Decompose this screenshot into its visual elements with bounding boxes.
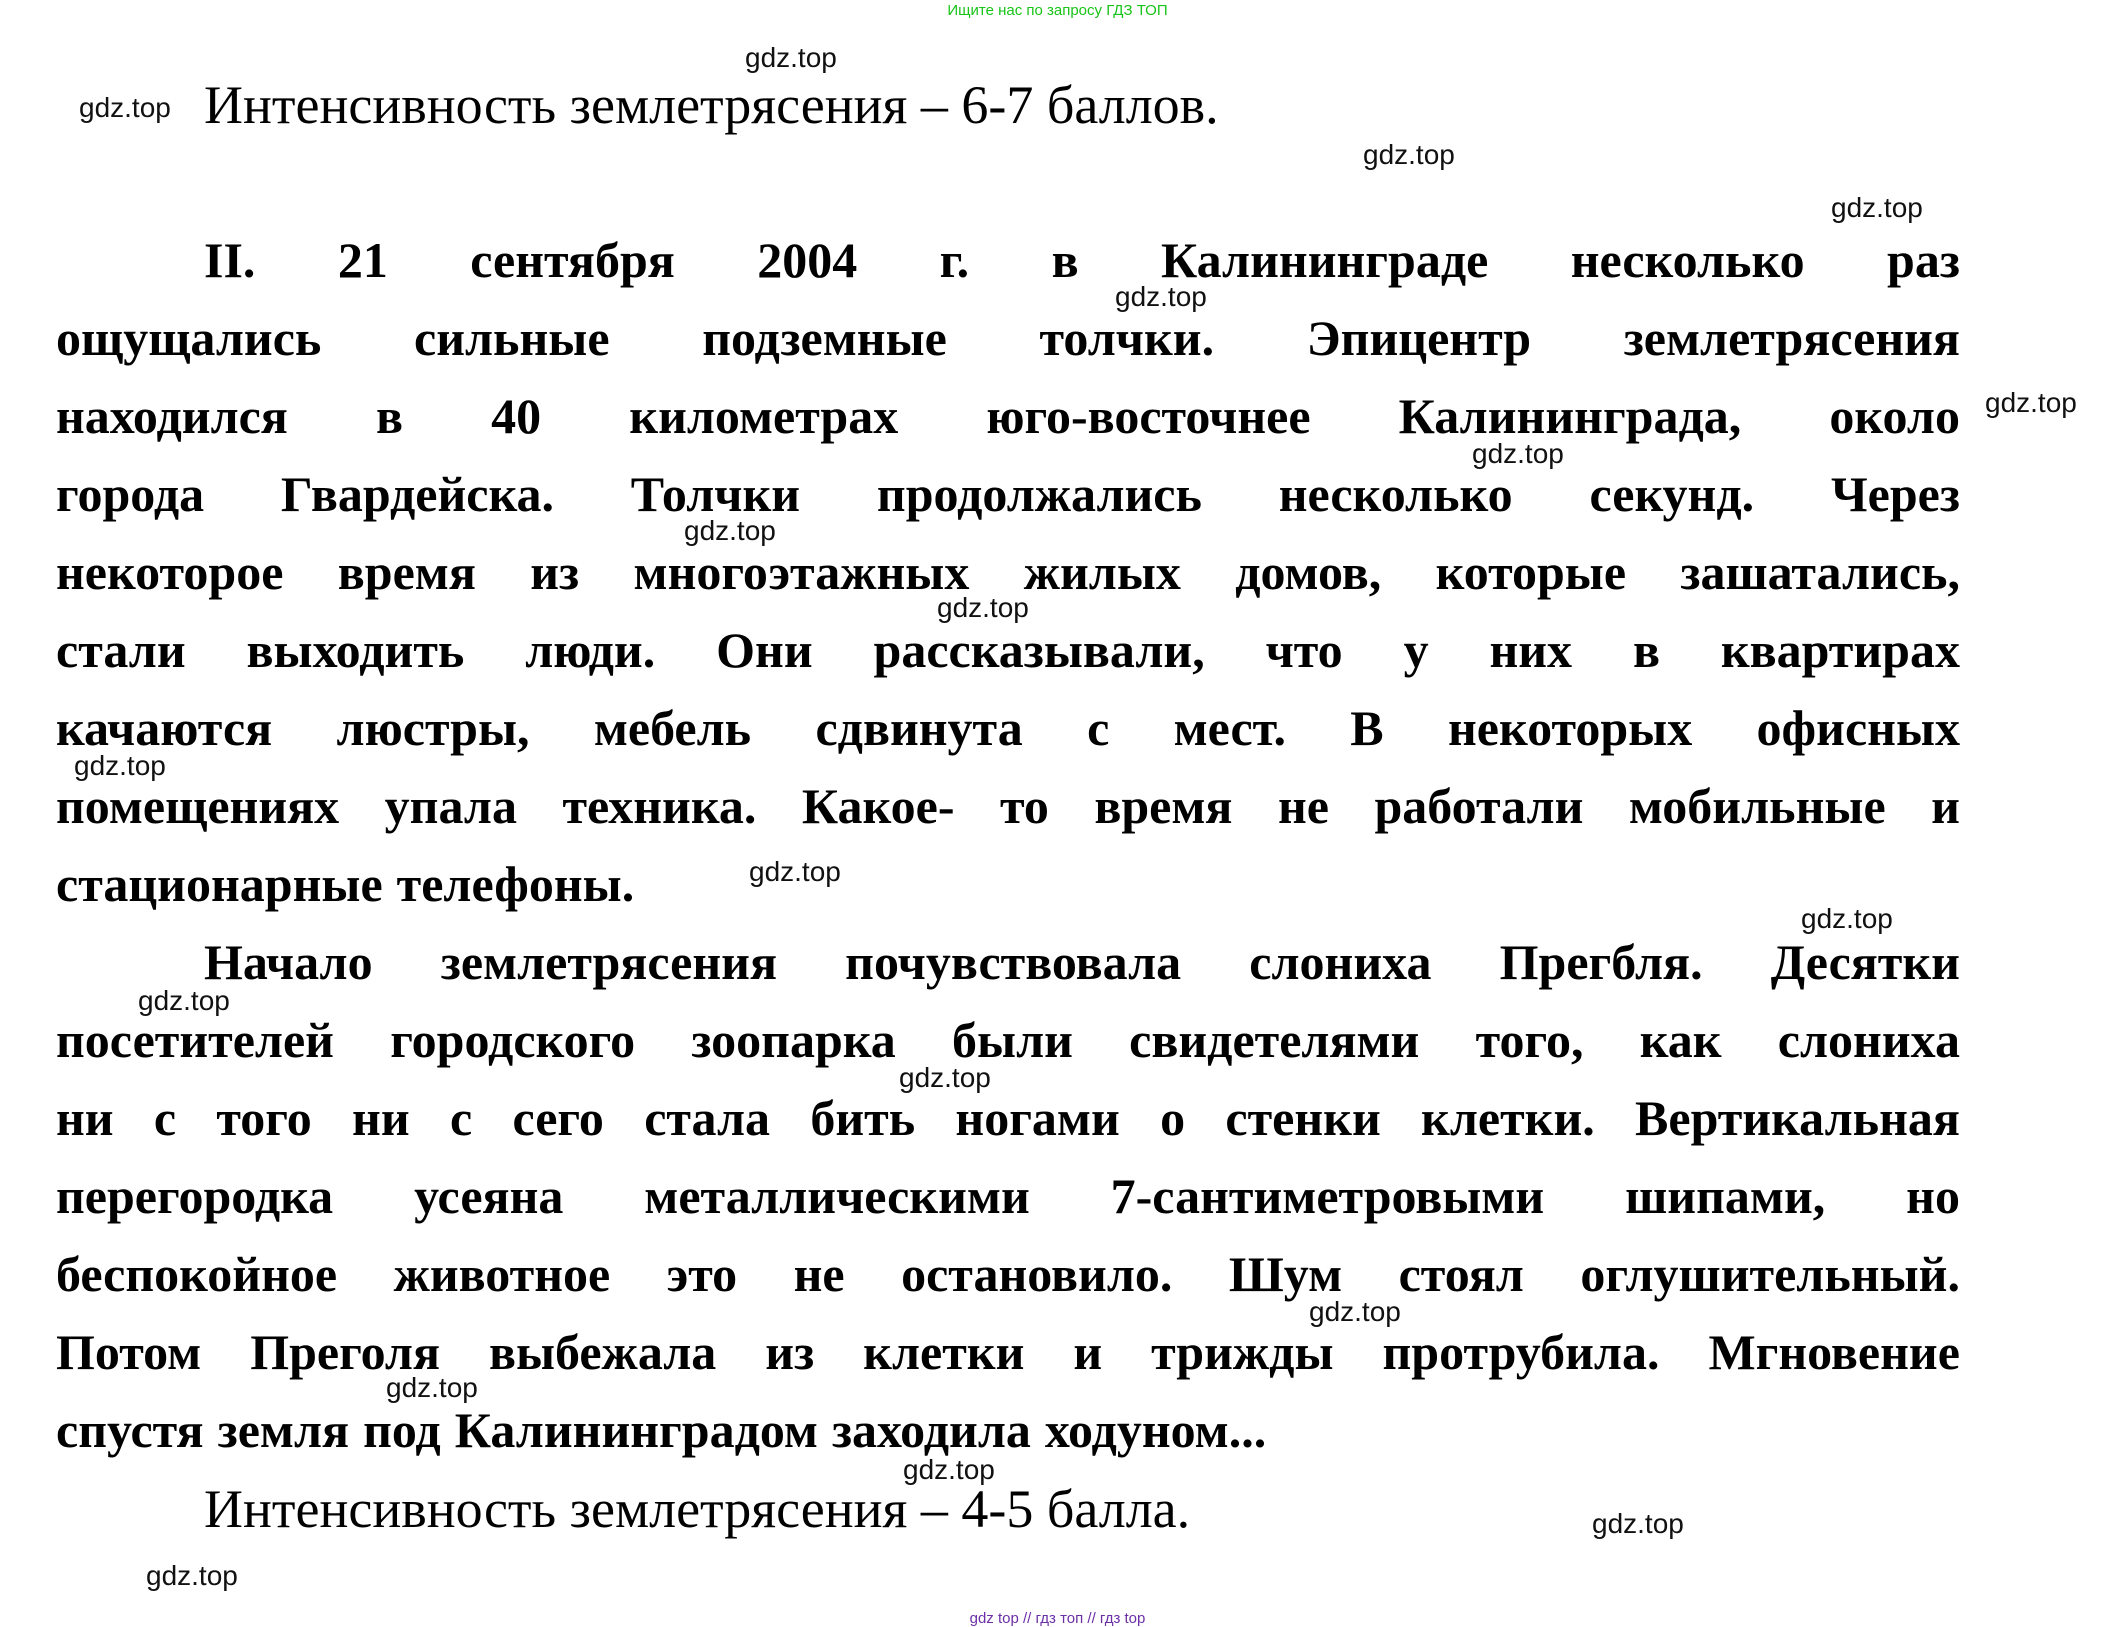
word: не bbox=[1277, 778, 1329, 834]
watermark: gdz.top bbox=[1472, 438, 1564, 469]
watermark: gdz.top bbox=[899, 1062, 991, 1093]
paragraph2-line-1 bbox=[204, 934, 1960, 990]
word: оглушительный. bbox=[1580, 1246, 1960, 1302]
watermark: gdz.top bbox=[74, 750, 166, 781]
word: выходить bbox=[246, 622, 465, 678]
word: километрах bbox=[629, 388, 899, 444]
word: Мгновение bbox=[1708, 1324, 1960, 1380]
word: продолжались bbox=[876, 466, 1202, 522]
word: почувствовала bbox=[845, 934, 1182, 990]
word: толчки. bbox=[1039, 310, 1215, 366]
word: домов, bbox=[1235, 544, 1382, 600]
word: офисных bbox=[1756, 700, 1960, 756]
watermark: gdz.top bbox=[146, 1560, 238, 1591]
word: что bbox=[1265, 622, 1343, 678]
watermark: gdz.top bbox=[937, 592, 1029, 623]
word: стоял bbox=[1398, 1246, 1524, 1302]
word: из bbox=[765, 1324, 815, 1380]
word: из bbox=[530, 544, 580, 600]
word: у bbox=[1403, 622, 1429, 678]
watermark: gdz.top bbox=[684, 515, 776, 546]
word: перегородка bbox=[56, 1168, 334, 1224]
word: в bbox=[376, 388, 404, 444]
word: усеяна bbox=[414, 1168, 564, 1224]
watermark: gdz.top bbox=[1363, 139, 1455, 170]
word: землетрясения bbox=[1623, 310, 1960, 366]
word: и bbox=[1073, 1324, 1103, 1380]
paragraph1-line-4 bbox=[56, 466, 1960, 522]
word: то bbox=[999, 778, 1049, 834]
watermark: gdz.top bbox=[745, 42, 837, 73]
word: остановило. bbox=[901, 1246, 1173, 1302]
word: сильные bbox=[414, 310, 610, 366]
word: которые bbox=[1435, 544, 1627, 600]
word: подземные bbox=[702, 310, 947, 366]
word: слониха bbox=[1777, 1012, 1960, 1068]
word: раз bbox=[1887, 232, 1960, 288]
watermark: gdz.top bbox=[1115, 281, 1207, 312]
word: заходила bbox=[831, 1402, 1031, 1458]
word: металлическими bbox=[644, 1168, 1030, 1224]
word: около bbox=[1829, 388, 1960, 444]
word: о bbox=[1160, 1090, 1186, 1146]
paragraph2-line-4 bbox=[56, 1168, 1960, 1224]
paragraph1-line-1 bbox=[204, 232, 1960, 288]
word: ощущались bbox=[56, 310, 322, 366]
word: Эпицентр bbox=[1306, 310, 1532, 366]
word: шипами, bbox=[1625, 1168, 1826, 1224]
word: жилых bbox=[1023, 544, 1181, 600]
word: помещениях bbox=[56, 778, 340, 834]
word: Преголя bbox=[250, 1324, 441, 1380]
paragraph1-line-6 bbox=[56, 622, 1960, 678]
paragraph2-line-7 bbox=[56, 1402, 1960, 1458]
word: но bbox=[1906, 1168, 1960, 1224]
word: Начало bbox=[204, 934, 373, 990]
watermark: gdz.top bbox=[386, 1372, 478, 1403]
word: Шум bbox=[1228, 1246, 1343, 1302]
word: слониха bbox=[1249, 934, 1432, 990]
word: 21 bbox=[337, 232, 388, 288]
word: г. bbox=[939, 232, 970, 288]
intro-intensity-line: Интенсивность землетрясения – 6-7 баллов. bbox=[204, 75, 1219, 135]
word: Десятки bbox=[1770, 934, 1960, 990]
word: некоторых bbox=[1447, 700, 1693, 756]
word: сего bbox=[512, 1090, 604, 1146]
word: несколько bbox=[1278, 466, 1513, 522]
word: были bbox=[952, 1012, 1073, 1068]
paragraph2-line-3 bbox=[56, 1090, 1960, 1146]
word: Прегбля. bbox=[1499, 934, 1703, 990]
word: посетителей bbox=[56, 1012, 334, 1068]
word: них bbox=[1489, 622, 1573, 678]
word: техника. bbox=[562, 778, 757, 834]
word: ни bbox=[352, 1090, 410, 1146]
word: Калининградом bbox=[454, 1402, 818, 1458]
word: клетки bbox=[863, 1324, 1025, 1380]
word: несколько bbox=[1570, 232, 1805, 288]
word: 7-сантиметровыми bbox=[1110, 1168, 1545, 1224]
word: Вертикальная bbox=[1635, 1090, 1960, 1146]
word: выбежала bbox=[488, 1324, 717, 1380]
word: секунд. bbox=[1589, 466, 1755, 522]
word: юго-восточнее bbox=[986, 388, 1311, 444]
word: сдвинута bbox=[815, 700, 1023, 756]
word: это bbox=[666, 1246, 738, 1302]
word: того bbox=[216, 1090, 312, 1146]
word: упала bbox=[384, 778, 517, 834]
word: стенки bbox=[1225, 1090, 1381, 1146]
word: в bbox=[1051, 232, 1079, 288]
word: того, bbox=[1475, 1012, 1584, 1068]
word: сентября bbox=[470, 232, 675, 288]
paragraph2-line-5 bbox=[56, 1246, 1960, 1302]
outro-intensity-line: Интенсивность землетрясения – 4-5 балла. bbox=[204, 1479, 1191, 1539]
word: некоторое bbox=[56, 544, 284, 600]
word: и bbox=[1931, 778, 1960, 834]
watermark: gdz.top bbox=[1985, 387, 2077, 418]
word: с bbox=[153, 1090, 177, 1146]
word: люди. bbox=[525, 622, 656, 678]
word: многоэтажных bbox=[633, 544, 970, 600]
watermark: gdz.top bbox=[1801, 903, 1893, 934]
word: городского bbox=[390, 1012, 636, 1068]
watermark: gdz.top bbox=[1309, 1296, 1401, 1327]
word: ни bbox=[56, 1090, 114, 1146]
word: ногами bbox=[955, 1090, 1120, 1146]
word: находился bbox=[56, 388, 288, 444]
word: Через bbox=[1830, 466, 1960, 522]
word: ходуном... bbox=[1044, 1402, 1267, 1458]
word: города bbox=[56, 466, 205, 522]
word: свидетелями bbox=[1129, 1012, 1420, 1068]
paragraph1-line-8 bbox=[56, 778, 1960, 834]
word: трижды bbox=[1151, 1324, 1334, 1380]
word: под bbox=[363, 1402, 441, 1458]
word: Они bbox=[716, 622, 813, 678]
word: Толчки bbox=[630, 466, 801, 522]
word: спустя bbox=[56, 1402, 204, 1458]
watermark: gdz.top bbox=[903, 1454, 995, 1485]
paragraph2-line-2 bbox=[56, 1012, 1960, 1068]
word: зашатались, bbox=[1680, 544, 1960, 600]
paragraph1-line-2 bbox=[56, 310, 1960, 366]
word: Калининграде bbox=[1160, 232, 1489, 288]
word: 40 bbox=[491, 388, 542, 444]
word: 2004 bbox=[757, 232, 858, 288]
word: рассказывали, bbox=[873, 622, 1205, 678]
word: не bbox=[793, 1246, 845, 1302]
word: Гвардейска. bbox=[280, 466, 555, 522]
word: с bbox=[1087, 700, 1110, 756]
word: мест. bbox=[1173, 700, 1286, 756]
watermark: gdz.top bbox=[138, 985, 230, 1016]
word: с bbox=[449, 1090, 473, 1146]
paragraph2-line-6 bbox=[56, 1324, 1960, 1380]
word: клетки. bbox=[1421, 1090, 1595, 1146]
word: работали bbox=[1374, 778, 1584, 834]
word: время bbox=[1094, 778, 1233, 834]
word: в bbox=[1632, 622, 1660, 678]
word: стала bbox=[644, 1090, 771, 1146]
word: стали bbox=[56, 622, 186, 678]
word: Потом bbox=[56, 1324, 202, 1380]
watermark: gdz.top bbox=[1592, 1508, 1684, 1539]
word: телефоны. bbox=[396, 856, 635, 912]
watermark: gdz.top bbox=[1831, 192, 1923, 223]
word: земля bbox=[217, 1402, 350, 1458]
top-banner-link[interactable]: Ищите нас по запросу ГДЗ ТОП bbox=[947, 2, 1168, 19]
word: Калининграда, bbox=[1398, 388, 1742, 444]
word: квартирах bbox=[1720, 622, 1960, 678]
word: люстры, bbox=[336, 700, 530, 756]
word: качаются bbox=[56, 700, 273, 756]
word: землетрясения bbox=[440, 934, 778, 990]
watermark: gdz.top bbox=[749, 856, 841, 887]
word: мобильные bbox=[1628, 778, 1886, 834]
word: как bbox=[1639, 1012, 1722, 1068]
word: Какое- bbox=[801, 778, 955, 834]
word: животное bbox=[393, 1246, 611, 1302]
word: бить bbox=[810, 1090, 916, 1146]
paragraph1-line-7 bbox=[56, 700, 1960, 756]
word: стационарные bbox=[56, 856, 383, 912]
word: беспокойное bbox=[56, 1246, 338, 1302]
footer-links[interactable]: gdz top // гдз топ // гдз top bbox=[969, 1610, 1146, 1627]
word: II. bbox=[204, 232, 256, 288]
word: протрубила. bbox=[1382, 1324, 1660, 1380]
word: В bbox=[1350, 700, 1384, 756]
paragraph1-line-3 bbox=[56, 388, 1960, 444]
word: время bbox=[337, 544, 476, 600]
word: зоопарка bbox=[691, 1012, 896, 1068]
paragraph1-line-9 bbox=[56, 856, 1960, 912]
watermark: gdz.top bbox=[79, 92, 171, 123]
paragraph1-line-5 bbox=[56, 544, 1960, 600]
word: мебель bbox=[593, 700, 752, 756]
